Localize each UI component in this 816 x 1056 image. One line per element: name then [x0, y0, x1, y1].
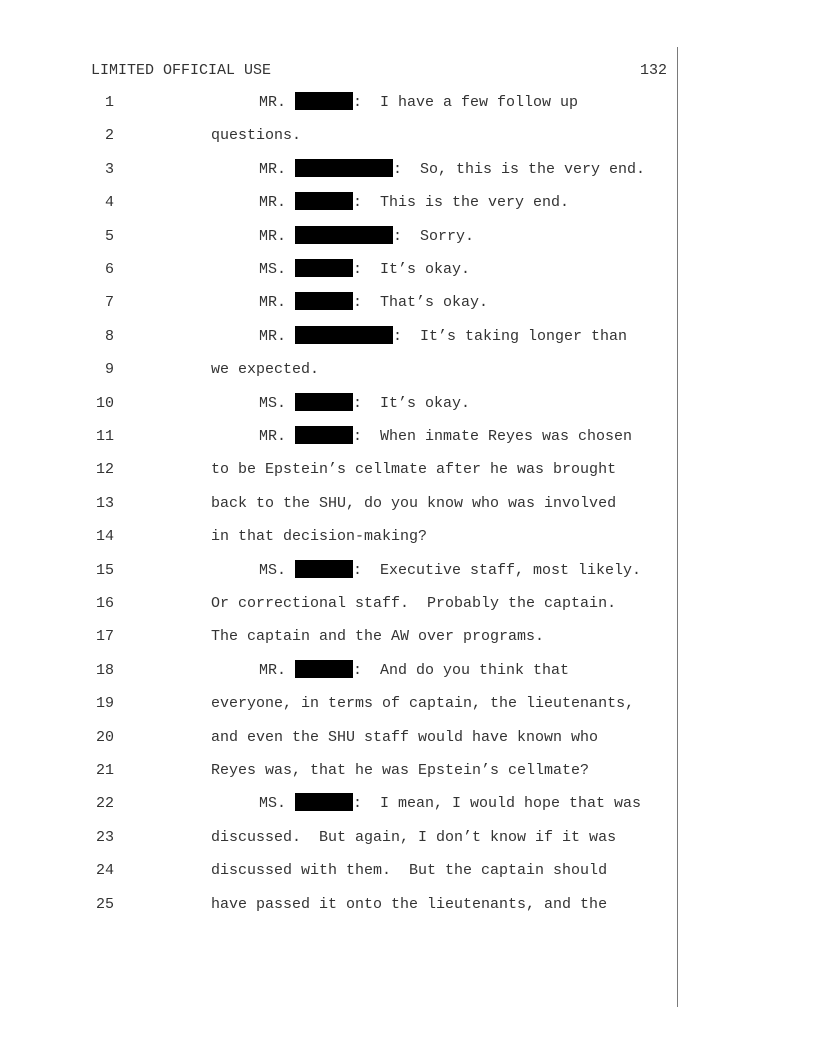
line-text	[259, 92, 578, 114]
spoken-text: : This is the very end.	[353, 194, 570, 212]
redaction-box	[295, 92, 353, 110]
speaker-title: MS.	[259, 261, 296, 278]
line-text: to be Epstein’s cellmate after he was brought	[211, 461, 617, 479]
line-number: 23	[95, 828, 114, 846]
speaker-title: MR.	[259, 160, 296, 178]
line-number: 12	[95, 461, 114, 479]
line-text	[259, 660, 569, 682]
line-text	[259, 259, 470, 281]
speaker-title: MR.	[259, 227, 296, 245]
line-number: 9	[104, 361, 114, 379]
speaker-title: MR.	[259, 327, 296, 345]
redaction-box	[295, 560, 353, 578]
transcript-line	[0, 860, 680, 882]
transcript-line	[0, 393, 680, 415]
line-text: Or correctional staff. Probably the captain.	[211, 595, 617, 612]
spoken-text: : I mean, I would hope that was	[353, 795, 642, 813]
line-text: questions.	[211, 127, 302, 145]
line-number: 20	[95, 728, 114, 746]
line-text: and even the SHU staff would have known who	[211, 728, 599, 746]
line-number: 21	[95, 762, 114, 779]
transcript-line	[0, 827, 680, 849]
spoken-text: : It’s taking longer than	[393, 327, 628, 345]
line-text: have passed it onto the lieutenants, and the	[211, 895, 608, 913]
line-number: 6	[104, 261, 114, 278]
line-text	[259, 292, 488, 314]
spoken-text: : It’s okay.	[353, 261, 471, 278]
spoken-text: : When inmate Reyes was chosen	[353, 428, 633, 445]
speaker-title: MS.	[259, 394, 296, 412]
line-number: 7	[104, 294, 114, 312]
line-text: discussed with them. But the captain should	[211, 862, 608, 880]
line-number: 17	[95, 628, 114, 646]
redaction-box	[295, 326, 393, 344]
transcript-line	[0, 92, 680, 114]
line-text: everyone, in terms of captain, the lieutenants,	[211, 695, 635, 713]
classification-label: LIMITED OFFICIAL USE	[91, 62, 272, 79]
line-number: 4	[104, 194, 114, 212]
line-text	[259, 560, 641, 582]
line-number: 10	[95, 394, 114, 412]
transcript-line	[0, 560, 680, 582]
redaction-box	[295, 159, 393, 177]
line-text: in that decision-making?	[211, 528, 428, 546]
transcript-line	[0, 626, 680, 648]
line-text	[259, 192, 569, 214]
transcript-line	[0, 493, 680, 515]
transcript-line	[0, 192, 680, 214]
line-number: 16	[95, 595, 114, 612]
line-number: 1	[104, 94, 114, 111]
line-number: 3	[104, 160, 114, 178]
line-number: 15	[95, 561, 114, 579]
line-text: we expected.	[211, 361, 320, 379]
speaker-title: MR.	[259, 294, 296, 312]
redaction-box	[295, 226, 393, 244]
line-number: 22	[95, 795, 114, 813]
redaction-box	[295, 292, 353, 310]
spoken-text: : It’s okay.	[353, 394, 471, 412]
transcript-line	[0, 693, 680, 715]
line-number: 13	[95, 494, 114, 512]
transcript-line	[0, 593, 680, 615]
transcript-line	[0, 426, 680, 448]
spoken-text: : And do you think that	[353, 661, 570, 679]
line-text: The captain and the AW over programs.	[211, 628, 545, 646]
transcript-line	[0, 359, 680, 381]
line-number: 19	[95, 695, 114, 713]
line-text: discussed. But again, I don’t know if it was	[211, 828, 617, 846]
line-number: 25	[95, 895, 114, 913]
line-number: 24	[95, 862, 114, 880]
line-number: 14	[95, 528, 114, 546]
speaker-title: MR.	[259, 194, 296, 212]
redaction-box	[295, 426, 353, 444]
line-text	[259, 793, 641, 815]
spoken-text: : Sorry.	[393, 227, 475, 245]
line-text	[259, 326, 627, 348]
line-text	[259, 426, 632, 448]
transcript-line	[0, 459, 680, 481]
speaker-title: MS.	[259, 795, 296, 813]
redaction-box	[295, 259, 353, 277]
transcript-line	[0, 526, 680, 548]
line-number: 5	[104, 227, 114, 245]
speaker-title: MR.	[259, 428, 296, 445]
spoken-text: : Executive staff, most likely.	[353, 561, 642, 579]
transcript-line	[0, 292, 680, 314]
transcript-line	[0, 894, 680, 916]
line-number: 11	[95, 428, 114, 445]
redaction-box	[295, 793, 353, 811]
transcript-line	[0, 793, 680, 815]
speaker-title: MR.	[259, 94, 296, 111]
transcript-line	[0, 125, 680, 147]
spoken-text: : That’s okay.	[353, 294, 489, 312]
transcript-line	[0, 226, 680, 248]
line-text	[259, 393, 470, 415]
redaction-box	[295, 393, 353, 411]
line-text: back to the SHU, do you know who was involved	[211, 494, 617, 512]
transcript-line	[0, 326, 680, 348]
page-number: 132	[639, 62, 667, 79]
line-number: 2	[104, 127, 114, 145]
transcript-line	[0, 760, 680, 782]
spoken-text: : I have a few follow up	[353, 94, 579, 111]
transcript-line	[0, 727, 680, 749]
transcript-line	[0, 159, 680, 181]
redaction-box	[295, 660, 353, 678]
transcript-line	[0, 660, 680, 682]
redaction-box	[295, 192, 353, 210]
line-text	[259, 226, 474, 248]
speaker-title: MR.	[259, 661, 296, 679]
line-text	[259, 159, 645, 181]
line-number: 8	[104, 327, 114, 345]
speaker-title: MS.	[259, 561, 296, 579]
line-number: 18	[95, 661, 114, 679]
spoken-text: : So, this is the very end.	[393, 160, 646, 178]
line-text: Reyes was, that he was Epstein’s cellmate?	[211, 762, 590, 779]
transcript-line	[0, 259, 680, 281]
